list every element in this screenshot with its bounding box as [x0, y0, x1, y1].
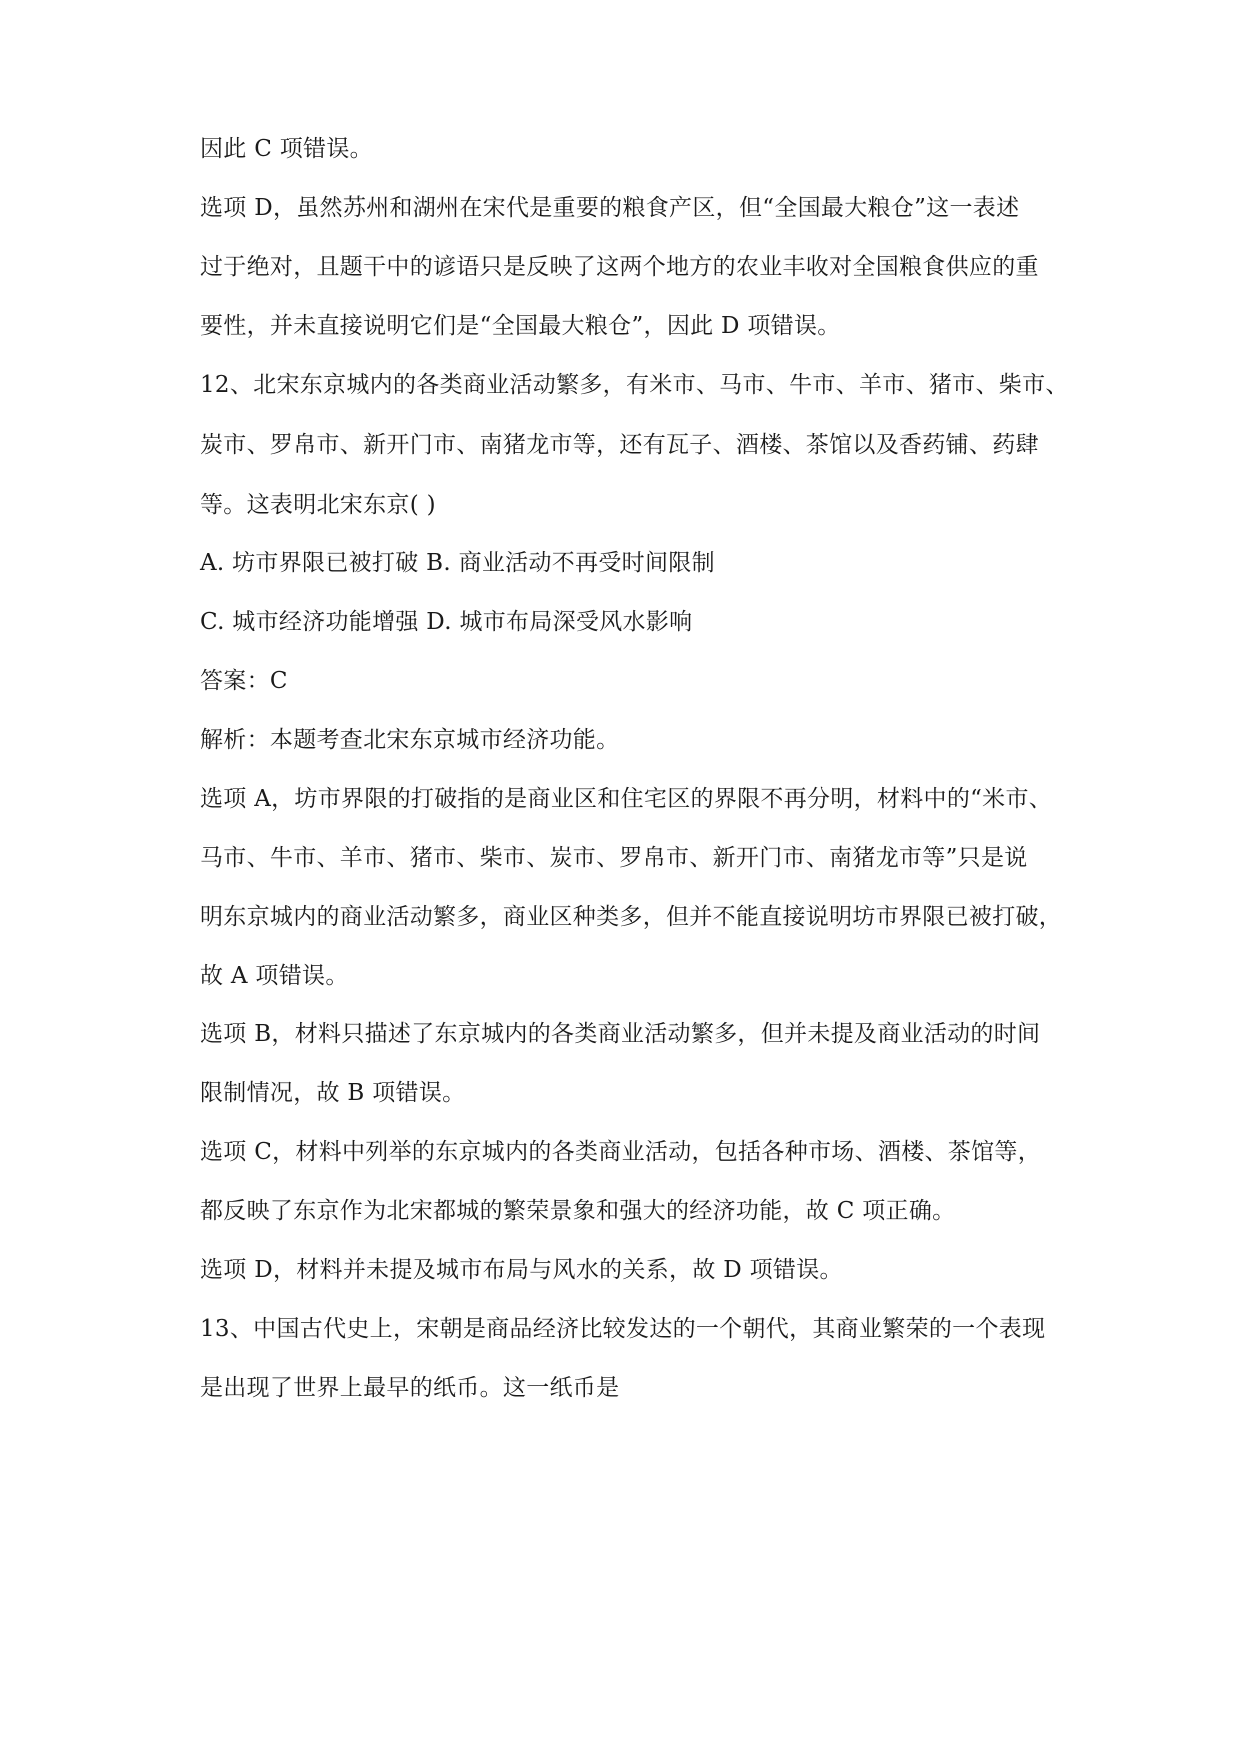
- text-line: 炭市、罗帛市、新开门市、南猪龙市等，还有瓦子、酒楼、茶馆以及香药铺、药肆: [200, 432, 1039, 458]
- text-line: 故 A 项错误。: [200, 963, 349, 989]
- question-12-options-cd: C. 城市经济功能增强 D. 城市布局深受风水影响: [200, 609, 693, 635]
- text-line: 等。这表明北宋东京( ): [200, 492, 436, 518]
- text-line: 选项 B，材料只描述了东京城内的各类商业活动繁多，但并未提及商业活动的时间: [200, 1021, 1041, 1047]
- text-line: 过于绝对，且题干中的谚语只是反映了这两个地方的农业丰收对全国粮食供应的重: [200, 254, 1039, 280]
- text-line: 因此 C 项错误。: [200, 136, 373, 162]
- question-13-text: 13、中国古代史上，宋朝是商品经济比较发达的一个朝代，其商业繁荣的一个表现: [200, 1316, 1046, 1342]
- text-line: 选项 D，材料并未提及城市布局与风水的关系，故 D 项错误。: [200, 1257, 843, 1283]
- question-12-options-ab: A. 坊市界限已被打破 B. 商业活动不再受时间限制: [200, 550, 715, 576]
- text-line: 选项 A，坊市界限的打破指的是商业区和住宅区的界限不再分明，材料中的“米市、: [200, 786, 1053, 812]
- text-line: 选项 C，材料中列举的东京城内的各类商业活动，包括各种市场、酒楼、茶馆等，: [200, 1139, 1042, 1165]
- text-line: 选项 D，虽然苏州和湖州在宋代是重要的粮食产区，但“全国最大粮仓”这一表述: [200, 195, 1020, 221]
- text-line: 限制情况，故 B 项错误。: [200, 1080, 466, 1106]
- text-line: 明东京城内的商业活动繁多，商业区种类多，但并不能直接说明坊市界限已被打破，: [200, 904, 1063, 930]
- question-12-text: 12、北宋东京城内的各类商业活动繁多，有米市、马市、牛市、羊市、猪市、柴市、: [200, 372, 1069, 398]
- text-line: 是出现了世界上最早的纸币。这一纸币是: [200, 1375, 620, 1401]
- text-line: 马市、牛市、羊市、猪市、柴市、炭市、罗帛市、新开门市、南猪龙市等”只是说: [200, 845, 1028, 871]
- text-line: 要性，并未直接说明它们是“全国最大粮仓”，因此 D 项错误。: [200, 313, 841, 339]
- analysis-line: 解析：本题考查北宋东京城市经济功能。: [200, 727, 620, 753]
- answer-line: 答案：C: [200, 668, 288, 694]
- text-line: 都反映了东京作为北宋都城的繁荣景象和强大的经济功能，故 C 项正确。: [200, 1198, 956, 1224]
